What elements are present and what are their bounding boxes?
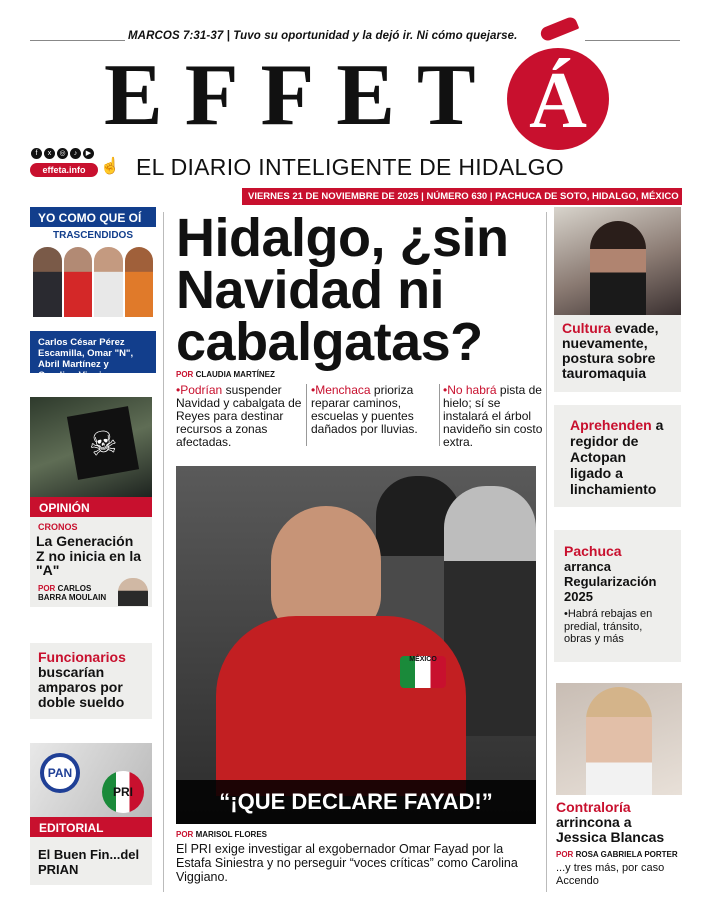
- woman-portrait: [590, 221, 646, 315]
- pan-logo: PAN: [40, 753, 80, 793]
- header-rule-left: [30, 40, 125, 41]
- story-bullet: •Podrían suspender Navidad y cabalgata de Reyes para destinar recursos a zonas afectadas.: [176, 383, 302, 449]
- main-photo[interactable]: [176, 466, 536, 824]
- funcionarios-kicker: Funcionarios: [38, 649, 126, 665]
- pri-logo: PRI: [102, 771, 144, 813]
- author-photo: [118, 578, 148, 606]
- protest-photo: [30, 397, 152, 497]
- pointer-hand-icon: ☝: [100, 158, 120, 175]
- lead-paragraph[interactable]: El PRI exige investigar al exgobernador Omar Fayad por la Estafa Siniestra y no perseguir “voces críticas” como Carolina Viggiano.: [176, 842, 518, 884]
- funcionarios-text: buscarían amparos por doble sueldo: [38, 664, 125, 710]
- section-subtitle: TRASCENDIDOS: [52, 230, 133, 241]
- x-icon[interactable]: x: [44, 148, 55, 159]
- aprehenden-card[interactable]: [554, 405, 681, 507]
- cultura-text: evade, nuevamente, postura sobre tauromaquia: [562, 320, 659, 381]
- portrait-photo: [94, 247, 123, 317]
- bullet-divider: [439, 384, 440, 446]
- story-bullet: •Menchaca prioriza reparar caminos, escuelas y puentes dañados por lluvias.: [311, 383, 418, 436]
- section-title: YO COMO QUE OÍ: [30, 207, 156, 227]
- editorial-card[interactable]: [30, 743, 152, 885]
- lead-byline: POR MARISOL FLORES: [176, 830, 267, 839]
- masthead-logo: EFFET: [104, 47, 498, 144]
- section-caption: Carlos César Pérez Escamilla, Omar "N", Abril Martínez y Carolina Viggiano.: [38, 337, 134, 381]
- social-icons: [31, 148, 94, 159]
- cultura-photo: [554, 207, 681, 315]
- contraloria-tail: ...y tres más, por caso Accendo: [556, 862, 665, 887]
- pachuca-card[interactable]: [554, 530, 681, 662]
- bullet-divider: [306, 384, 307, 446]
- woman-portrait: [586, 687, 652, 795]
- youtube-icon[interactable]: ▶: [83, 148, 94, 159]
- trascendidos-box[interactable]: [30, 207, 156, 381]
- logo-accent-mark: [539, 15, 579, 42]
- bible-verse: MARCOS 7:31-37 | Tuvo su oportunidad y la dejó ir. Ni cómo quejarse.: [128, 30, 518, 42]
- dateline-bar: VIERNES 21 DE NOVIEMBRE DE 2025 | NÚMERO 630 | PACHUCA DE SOTO, HIDALGO, MÉXICO: [242, 188, 682, 205]
- tiktok-icon[interactable]: ♪: [70, 148, 81, 159]
- column-rule: [546, 212, 547, 892]
- contraloria-photo: [556, 683, 682, 795]
- portrait-photo: [64, 247, 93, 317]
- story-bullet: •No habrá pista de hielo; sí se instalará el árbol navideño sin costo extra.: [443, 383, 543, 449]
- logo-circle-a: Á: [507, 48, 609, 150]
- pachuca-kicker: Pachuca: [564, 543, 622, 559]
- editorial-title: El Buen Fin...del PRIAN: [38, 847, 140, 877]
- jacket-badge: MÉXICO: [400, 656, 446, 688]
- contraloria-byline: POR ROSA GABRIELA PORTER: [556, 850, 678, 859]
- instagram-icon[interactable]: ◎: [57, 148, 68, 159]
- pachuca-line1: arranca: [564, 559, 611, 574]
- funcionarios-card[interactable]: [30, 643, 152, 719]
- opinion-byline: POR CARLOS BARRA MOULAIN: [38, 584, 107, 602]
- opinion-kicker: CRONOS: [38, 522, 78, 532]
- pachuca-line2: Regularización 2025: [564, 574, 657, 604]
- aprehenden-kicker: Aprehenden: [570, 417, 652, 433]
- aprehenden-text: a regidor de Actopan ligado a linchamiento: [570, 417, 664, 497]
- pirate-flag-icon: ☠: [67, 406, 139, 480]
- main-byline: POR CLAUDIA MARTÍNEZ: [176, 370, 275, 379]
- main-headline[interactable]: Hidalgo, ¿sin Navidad ni cabalgatas?: [176, 208, 509, 372]
- contraloria-headline[interactable]: Contraloría arrincona a Jessica Blancas: [556, 799, 665, 845]
- column-rule: [163, 212, 164, 892]
- header-rule-right: [585, 40, 680, 41]
- photo-quote: “¡QUE DECLARE FAYAD!”: [176, 780, 536, 824]
- facebook-icon[interactable]: f: [31, 148, 42, 159]
- red-jacket: [216, 616, 466, 796]
- opinion-card[interactable]: [30, 397, 152, 607]
- opinion-label: OPINIÓN: [30, 497, 152, 517]
- portrait-photo: [125, 247, 154, 317]
- cultura-card[interactable]: [554, 207, 681, 392]
- pachuca-bullet: •Habrá rebajas en predial, tránsito, obras y más: [564, 608, 653, 645]
- party-logos-photo: [30, 743, 152, 817]
- cultura-kicker: Cultura: [562, 320, 611, 336]
- site-link[interactable]: effeta.info: [30, 163, 98, 177]
- opinion-title: La Generación Z no inicia en la "A": [36, 533, 142, 578]
- editorial-label: EDITORIAL: [30, 817, 152, 837]
- tagline: EL DIARIO INTELIGENTE DE HIDALGO: [136, 154, 564, 180]
- portrait-photo: [33, 247, 62, 317]
